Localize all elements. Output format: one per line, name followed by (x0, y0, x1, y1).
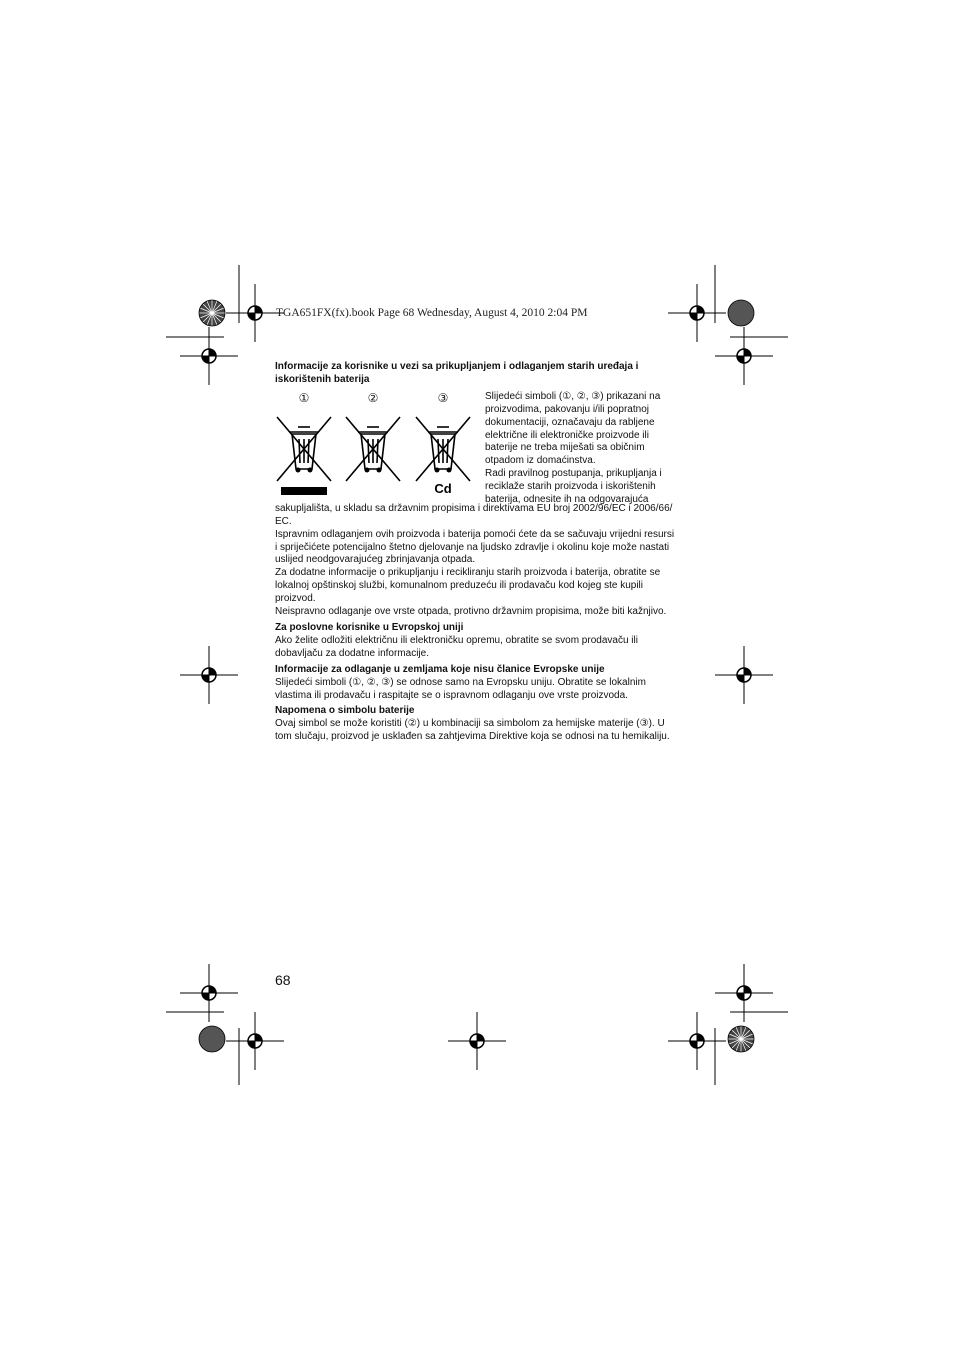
crossed-bin-cd-icon (414, 407, 472, 495)
section-title: Informacije za korisnike u vezi sa prikupljanjem i odlaganjem starih uređaja i iskorištenih baterija (275, 361, 639, 385)
business-paragraph: Ako želite odložiti električnu ili elektroničku opremu, obratite se svom prodavaču ili dobavljaču za dodatne informacije. (275, 634, 638, 659)
book-header: TGA651FX(fx).book Page 68 Wednesday, August 4, 2010 2:04 PM (276, 307, 588, 319)
symbol-label: ③ (437, 390, 449, 405)
battery-heading: Napomena o simbolu baterije (275, 705, 415, 717)
symbol-2 (344, 391, 402, 495)
symbol-1 (275, 391, 333, 495)
symbols-block (275, 390, 676, 506)
symbols-paragraph: Slijedeći simboli (①, ②, ③) prikazani na proizvodima, pakovanju i/ili popratnoj dokumentaciji, označavaju da rabljene električne ili elektroničke proizvode ili baterije ne treba miješati sa običnim otpadom iz domaćinstva. (485, 390, 661, 467)
symbol-label: ① (298, 390, 310, 405)
crossed-bin-bar-icon (275, 407, 333, 495)
page-number: 68 (275, 972, 291, 988)
penalty-paragraph: Neispravno odlaganje ove vrste otpada, protivno državnim propisima, može biti kažnjivo. (275, 606, 667, 618)
crossed-bin-icon (344, 407, 402, 495)
non-eu-paragraph: Slijedeći simboli (①, ②, ③) se odnose samo na Evropsku uniju. Obratite se lokalnim vlastima ili prodavaču i raspitajte se o ispravnom odlaganju ove vrste proizvoda. (275, 676, 646, 701)
symbol-3 (414, 391, 472, 495)
disposal-benefit-paragraph: Ispravnim odlaganjem ovih proizvoda i baterija pomoći ćete da se sačuvaju vrijedni resursi i spriječićete potencijalno štetno djelovanje na ljudsko zdravlje i okolinu koje može nastati uslijed neodgovarajućeg zbrinjavanja otpada. (275, 528, 675, 566)
symbols-description (485, 391, 677, 507)
battery-paragraph: Ovaj simbol se može koristiti (②) u kombinaciji sa simbolom za hemijske materije (③). U tom slučaju, proizvod je usklađen sa zahtjevima Direktive koja se odnosi na tu hemikaliju. (275, 718, 670, 743)
business-heading: Za poslovne korisnike u Evropskoj uniji (275, 621, 464, 633)
more-info-paragraph: Za dodatne informacije o prikupljanju i recikliranju starih proizvoda i baterija, obratite se lokalnoj opštinskoj službi, komunalnom preduzeću ili prodavaču kod kojeg ste kupili proizvod. (275, 567, 661, 605)
non-eu-heading: Informacije za odlaganje u zemljama koje nisu članice Evropske unije (275, 663, 605, 675)
document-body (275, 361, 676, 744)
directive-paragraph: sakupljališta, u skladu sa državnim propisima i direktivama EU broj 2002/96/EC i 2006/66/ EC. (275, 502, 673, 527)
symbol-label: ② (367, 390, 379, 405)
cd-text: Cd (434, 480, 452, 495)
collection-paragraph: Radi pravilnog postupanja, prikupljanja i reciklaže starih proizvoda i iskorištenih baterija, odnesite ih na odgovarajuća (485, 468, 662, 506)
